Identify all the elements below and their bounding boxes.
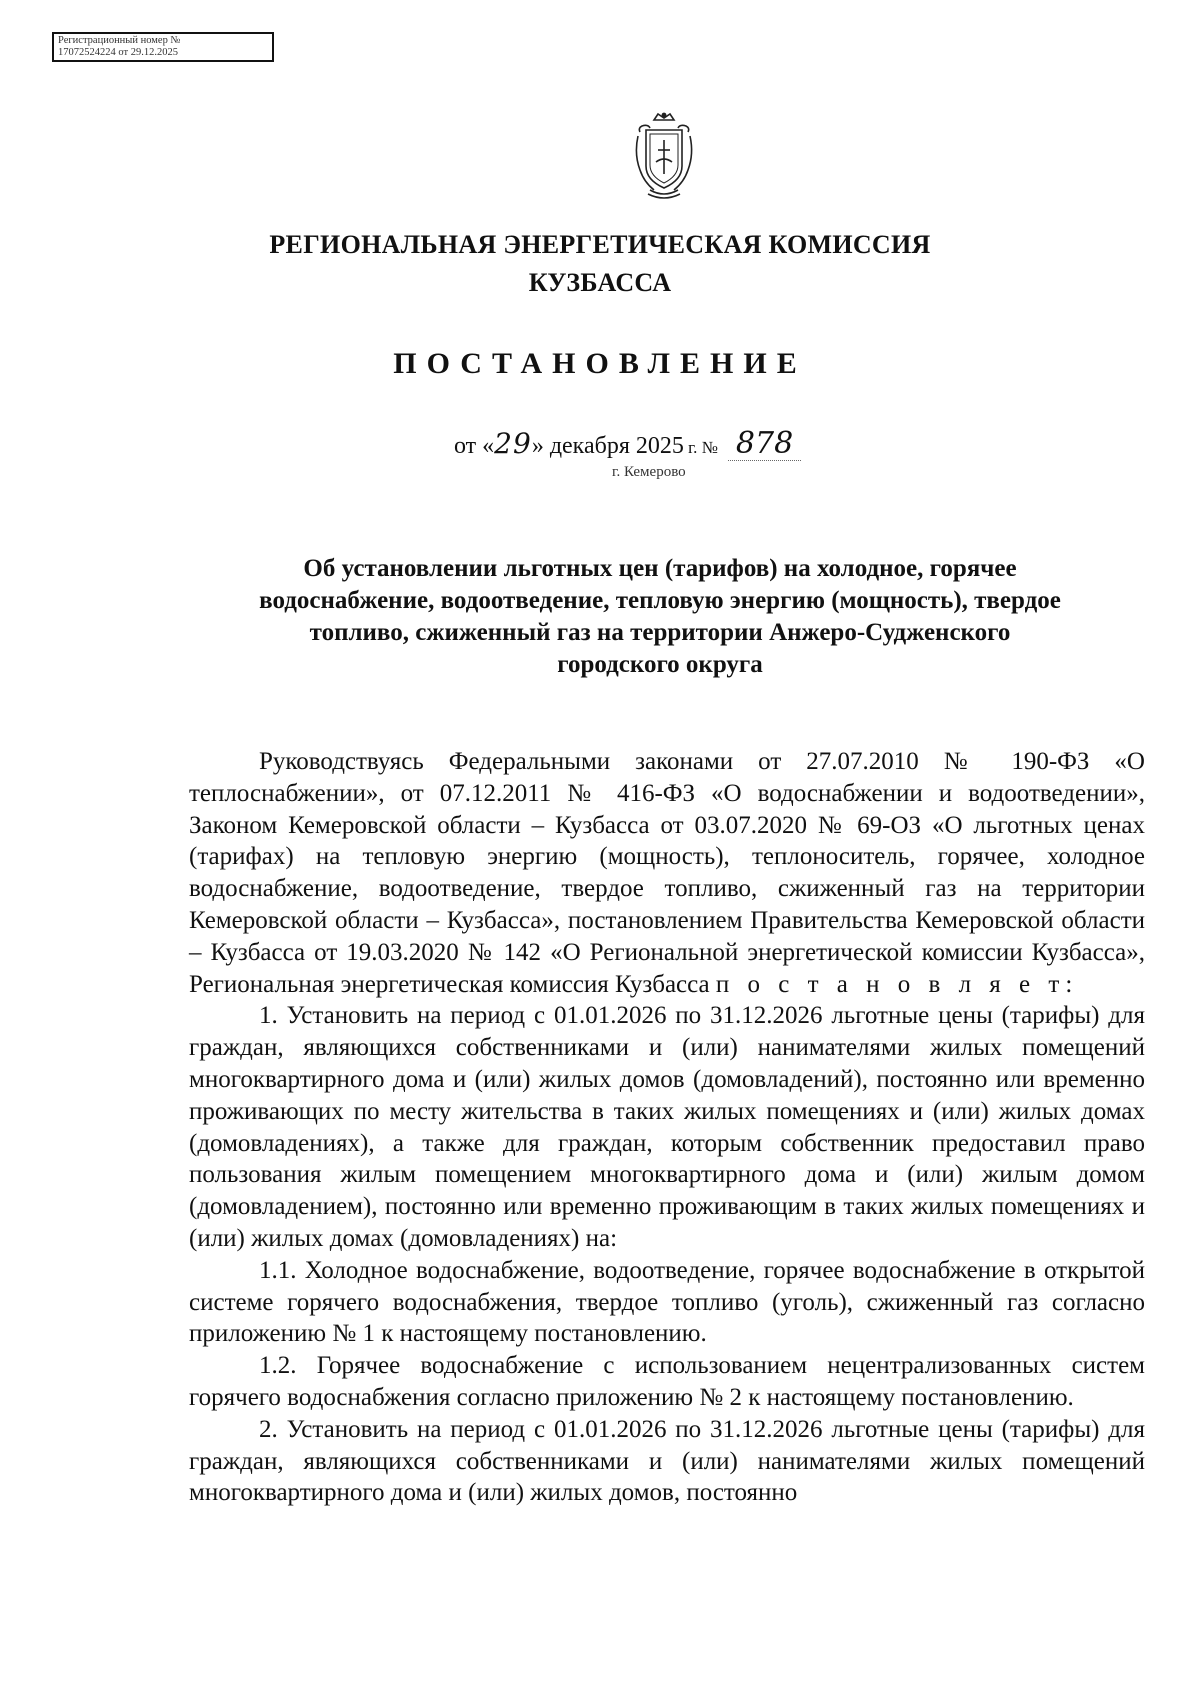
dateline	[454, 428, 801, 464]
resolves-word: п о с т а н о в л я е т:	[715, 970, 1079, 998]
agency-name-line2: КУЗБАССА	[528, 268, 672, 297]
subject-line3: топливо, сжиженный газ на территории Анжеро-Судженского	[309, 619, 1011, 646]
document-subject	[180, 553, 1140, 681]
agency-name-line1: РЕГИОНАЛЬНАЯ ЭНЕРГЕТИЧЕСКАЯ КОМИССИЯ	[269, 230, 931, 259]
item-1-2-paragraph: 1.2. Горячее водоснабжение с использованием нецентрализованных систем горячего водоснабжения согласно приложению № 2 к настоящему постановлению.	[189, 1352, 1145, 1411]
date-prefix: от «	[454, 433, 495, 459]
document-body	[189, 746, 1145, 1509]
number-sign: №	[697, 438, 718, 457]
subject-line2: водоснабжение, водоотведение, тепловую энергию (мощность), твердое	[259, 587, 1061, 614]
document-number-handwritten: 878	[728, 428, 801, 461]
document-type-title: ПОСТАНОВЛЕНИЕ	[393, 347, 807, 380]
item-1-1-paragraph: 1.1. Холодное водоснабжение, водоотведение, горячее водоснабжение в открытой системе горячего водоснабжения, твердое топливо (уголь), сжиженный газ согласно приложению № 1 к настоящему постановлению.	[189, 1256, 1145, 1348]
coat-of-arms-icon	[628, 110, 700, 202]
date-month-year: » декабря 2025	[531, 433, 684, 459]
preamble-text: Руководствуясь Федеральными законами от 27.07.2010 № 190-ФЗ «О теплоснабжении», от 07.12.2011 № 416-ФЗ «О водоснабжении и водоотведении», Законом Кемеровской области – Кузбасса от 03.07.2020 № 69-ОЗ «О льготных ценах (тарифах) на тепловую энергию (мощность), теплоноситель, горячее, холодное водоснабжение, водоотведение, твердое топливо, сжиженный газ на территории Кемеровской области – Кузбасса», постановлением Правительства Кемеровской области – Кузбасса от 19.03.2020 № 142 «О Региональной энергетической комиссии Кузбасса», Региональная энергетическая комиссия Кузбасса	[189, 748, 1145, 998]
registration-stamp	[52, 32, 274, 62]
item-2-paragraph: 2. Установить на период с 01.01.2026 по 31.12.2026 льготные цены (тарифы) для граждан, являющихся собственниками и (или) нанимателями жилых помещений многоквартирного дома и (или) жилых домов, постоянно	[189, 1415, 1145, 1507]
preamble-paragraph	[189, 746, 1145, 1000]
registration-stamp-line1: Регистрационный номер №	[58, 35, 181, 46]
item-1-paragraph: 1. Установить на период с 01.01.2026 по 31.12.2026 льготные цены (тарифы) для граждан, являющихся собственниками и (или) нанимателями жилых помещений многоквартирного дома и (или) жилых домов (домовладений), постоянно или временно проживающих по месту жительства в таких жилых помещениях и (или) жилых домах (домовладениях), а также для граждан, которым собственник предоставил право пользования жилым помещением многоквартирного дома и (или) жилым домом (домовладением), постоянно или временно проживающим в таких жилых помещениях и (или) жилых домах (домовладениях) на:	[189, 1002, 1145, 1252]
date-day-handwritten: 29	[494, 427, 532, 460]
subject-line4: городского округа	[557, 651, 763, 678]
city-name: г. Кемерово	[612, 464, 686, 480]
subject-line1: Об установлении льготных цен (тарифов) на холодное, горячее	[303, 555, 1017, 582]
registration-stamp-line2: 17072524224 от 29.12.2025	[58, 47, 178, 58]
date-g-suffix: г.	[683, 438, 698, 457]
